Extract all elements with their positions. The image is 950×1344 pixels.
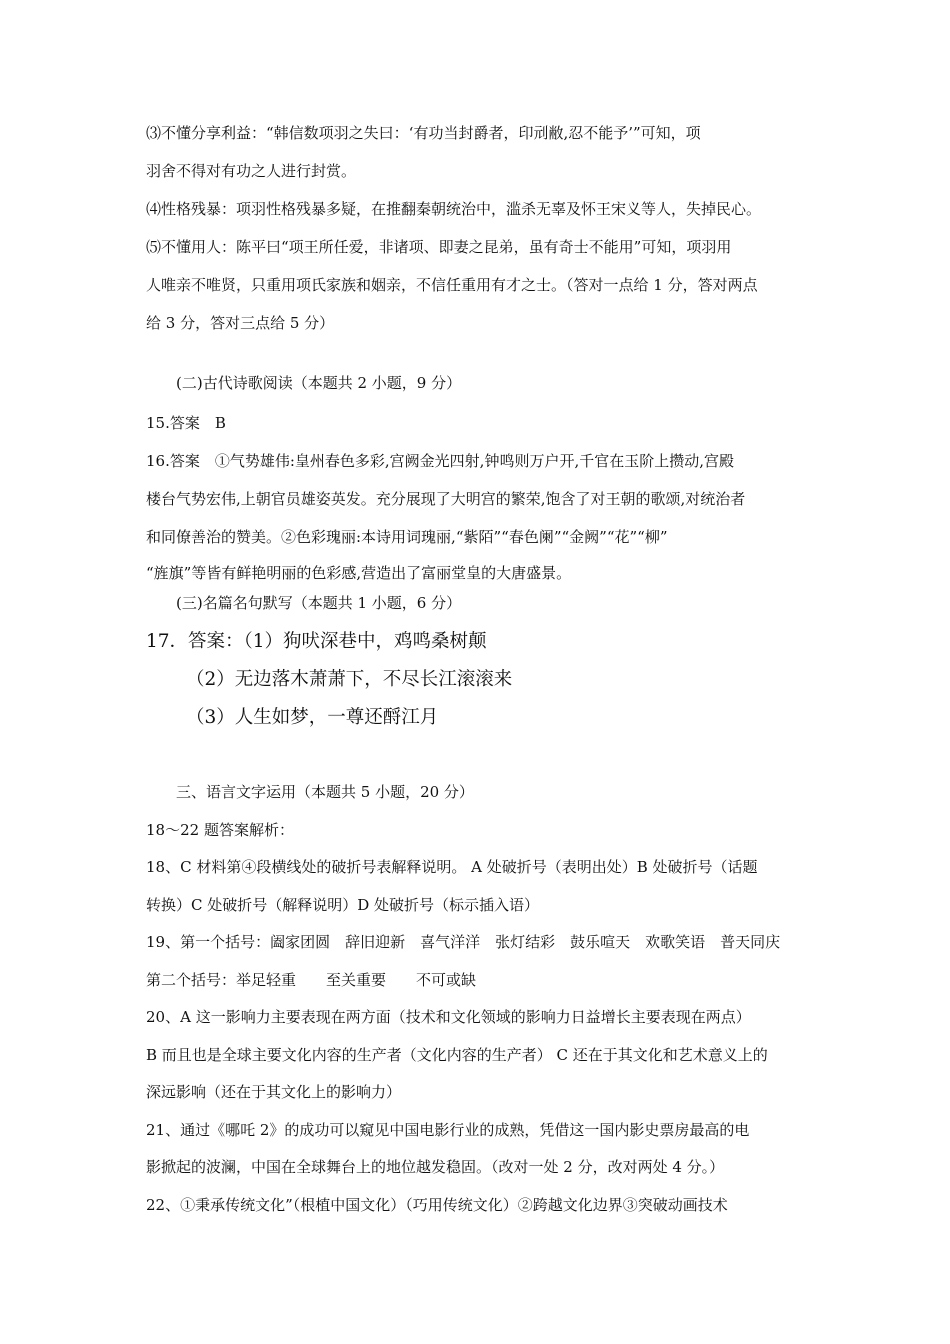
text-line: （3）人生如梦，一尊还酹江月	[186, 707, 439, 728]
section-heading: (三)名篇名句默写（本题共 1 小题，6 分）	[176, 594, 462, 612]
text-line: 深远影响（还在于其文化上的影响力）	[146, 1083, 402, 1101]
section-heading: 三、语言文字运用（本题共 5 小题，20 分）	[176, 783, 474, 801]
text-line: ⑷性格残暴：项羽性格残暴多疑，在推翻秦朝统治中，滥杀无辜及怀王宋义等人，失掉民心。	[146, 200, 762, 218]
text-line: 19、第一个括号：阖家团圆 辞旧迎新 喜气洋洋 张灯结彩 鼓乐喧天 欢歌笑语 普天同庆	[146, 933, 781, 951]
text-line: 第二个括号：举足轻重 至关重要 不可或缺	[146, 971, 477, 989]
text-line: 影掀起的波澜，中国在全球舞台上的地位越发稳固。（改对一处 2 分，改对两处 4 分。）	[146, 1158, 725, 1176]
text-line: 人唯亲不唯贤，只重用项氏家族和姻亲，不信任重用有才之士。（答对一点给 1 分，答对两点	[146, 276, 758, 294]
text-line: 和同僚善治的赞美。②色彩瑰丽:本诗用词瑰丽,“紫陌”“春色阑”“金阙”“花”“柳”	[146, 528, 668, 546]
text-line: 16.答案 ①气势雄伟:皇州春色多彩,宫阙金光四射,钟鸣则万户开,千官在玉阶上攒动,宫殿	[146, 452, 734, 470]
text-line: 15.答案 B	[146, 414, 226, 432]
text-line: 21、通过《哪吒 2》的成功可以窥见中国电影行业的成熟，凭借这一国内影史票房最高的电	[146, 1121, 750, 1139]
text-line: B 而且也是全球主要文化内容的生产者（文化内容的生产者） C 还在于其文化和艺术意义上的	[146, 1046, 768, 1064]
text-line: 18～22 题答案解析：	[146, 821, 294, 839]
text-line: 22、①秉承传统文化”（根植中国文化）（巧用传统文化）②跨越文化边界③突破动画技术	[146, 1196, 728, 1214]
text-line: 给 3 分，答对三点给 5 分）	[146, 314, 335, 332]
text-line: 17．答案：（1）狗吠深巷中，鸡鸣桑树颠	[146, 631, 487, 652]
text-line: 转换）C 处破折号（解释说明）D 处破折号（标示插入语）	[146, 896, 540, 914]
text-line: “旌旗”等皆有鲜艳明丽的色彩感,营造出了富丽堂皇的大唐盛景。	[146, 564, 572, 582]
text-line: 楼台气势宏伟,上朝官员雄姿英发。充分展现了大明宫的繁荣,饱含了对王朝的歌颂,对统治者	[146, 490, 746, 508]
section-heading: (二)古代诗歌阅读（本题共 2 小题，9 分）	[176, 374, 462, 392]
text-line: （2）无边落木萧萧下，不尽长江滚滚来	[186, 669, 513, 690]
text-line: 18、C 材料第④段横线处的破折号表解释说明。 A 处破折号（表明出处）B 处破折号（话题	[146, 858, 758, 876]
text-line: 羽舍不得对有功之人进行封赏。	[146, 162, 357, 180]
text-line: ⑶不懂分享利益：“韩信数项羽之失曰：‘有功当封爵者，印刓敝,忍不能予’”可知，项	[146, 124, 701, 142]
text-line: ⑸不懂用人：陈平曰“项王所任爱，非诸项、即妻之昆弟，虽有奇士不能用”可知，项羽用	[146, 238, 732, 256]
text-line: 20、A 这一影响力主要表现在两方面（技术和文化领域的影响力日益增长主要表现在两点）	[146, 1008, 751, 1026]
